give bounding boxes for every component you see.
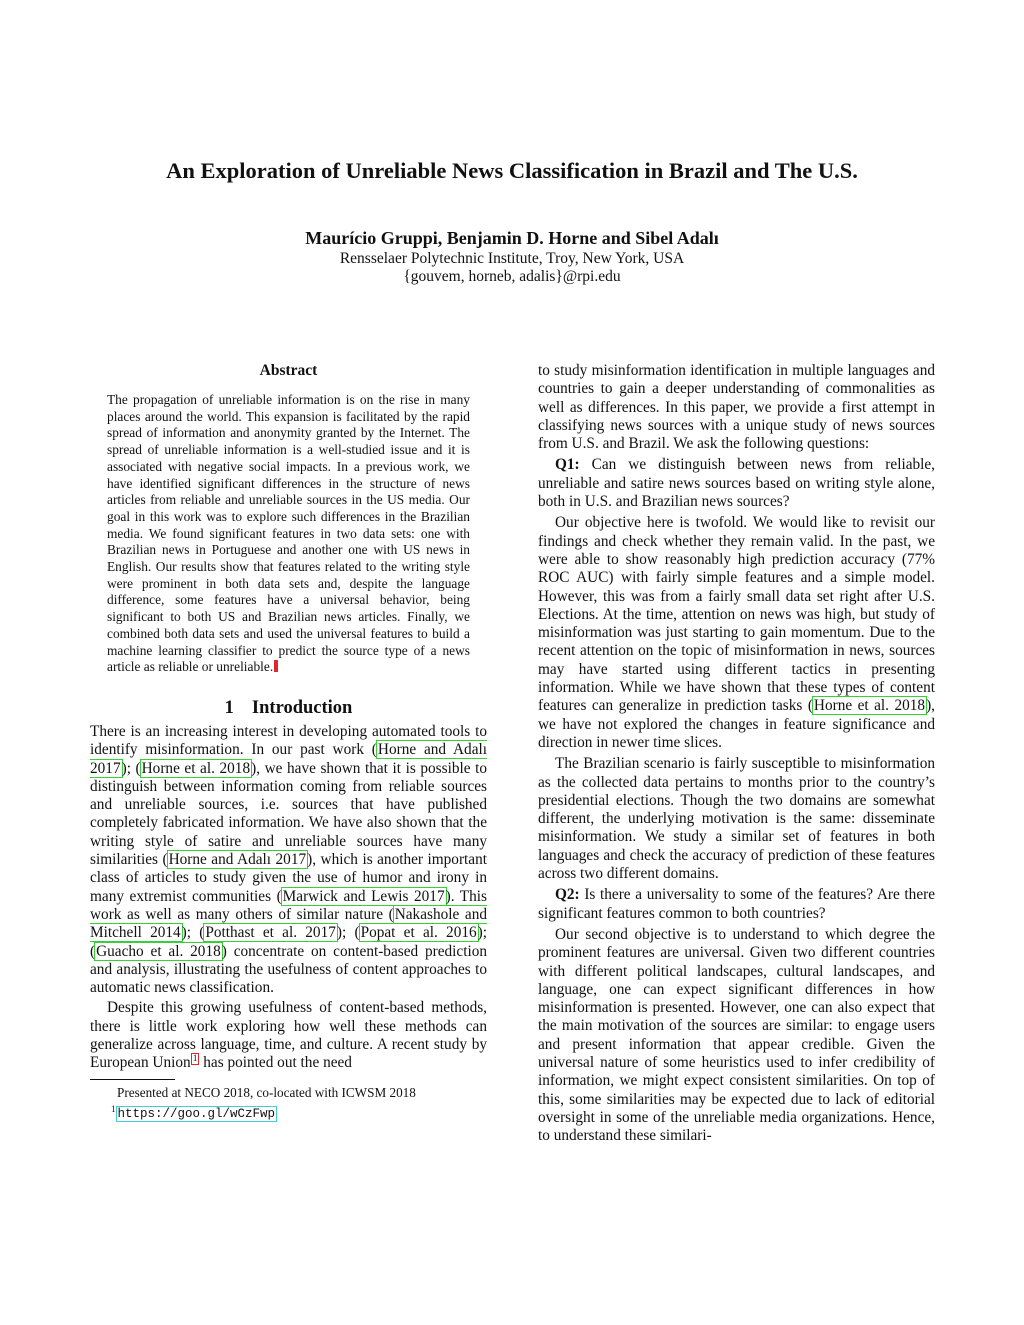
citation-link[interactable]: Horne and Adalı 2017 bbox=[90, 741, 487, 777]
intro-paragraph-2: Despite this growing usefulness of content-based methods, there is little work exploring how well these methods can generalize across language, time, and culture. A recent study by European Union $^1$ has pointed out the need bbox=[90, 999, 487, 1072]
citation-link[interactable]: Marwick and Lewis 2017 bbox=[282, 887, 445, 905]
citation-link[interactable]: Guacho et al. 2018 bbox=[96, 942, 221, 960]
citation-link[interactable]: Horne et al. 2018 bbox=[813, 697, 926, 715]
question-label: Q1: bbox=[555, 456, 580, 474]
paper-title: An Exploration of Unreliable News Classification in Brazil and The U.S. bbox=[166, 158, 858, 183]
citation-link[interactable]: Popat et al. 2016 bbox=[360, 924, 477, 942]
intro-paragraph-2-continued: to study misinformation identification in multiple languages and countries to gain a deeper understanding of commonalities as well as differences. In this paper, we provide a first attempt in classifying news sources with a unique study of news sources from U.S. and Brazil. We ask the following questions: bbox=[538, 362, 935, 453]
intro-paragraph-4: The Brazilian scenario is fairly susceptible to misinformation as the collected data pertains to months prior to the country’s presidential elections. Though the two domains are somewhat different, the underlying motivation is the same: disseminate misinformation. We study a similar set of features in both languages and check the accuracy of prediction of these features across two different domains. bbox=[538, 755, 935, 883]
footnote-number: 1 bbox=[111, 1103, 116, 1114]
citation-link[interactable]: Potthast et al. 2017 bbox=[205, 924, 336, 942]
left-column bbox=[90, 362, 487, 1122]
intro-paragraph-3: Our objective here is twofold. We would like to revisit our findings and check whether they remain valid. In the past, we were able to show reasonably high prediction accuracy (77% ROC AUC) with fairly simple features and a simple model. However, this was from a fairly small data set right after U.S. Elections. At the time, attention on news was high, but study of misinformation was just starting to gain momentum. Due to the recent attention on the topic of misinformation in news, sources may have started using different tactics in presenting information. While we have shown that these types of content features can generalize in prediction tasks (Horne et al. 2018), we have not explored the changes in feature significance and direction in newer time slices. bbox=[538, 514, 935, 751]
abstract-heading: Abstract bbox=[259, 362, 318, 379]
section-number: 1 bbox=[224, 697, 234, 718]
abstract-text bbox=[107, 392, 470, 676]
footnote-link[interactable]: 1 bbox=[192, 1054, 198, 1065]
author-emails: {gouvem, horneb, adalis}@rpi.edu bbox=[403, 268, 621, 285]
footnote-url-link[interactable]: https://goo.gl/wCzFwp bbox=[117, 1106, 276, 1121]
red-marker bbox=[274, 660, 278, 672]
author-list: Maurício Gruppi, Benjamin D. Horne and Sibel Adalı bbox=[305, 228, 719, 248]
citation-link[interactable]: Horne and Adalı 2017 bbox=[168, 851, 307, 869]
right-column bbox=[538, 362, 935, 1145]
footnote-1 bbox=[90, 1101, 487, 1122]
question-1: Q1: Can we distinguish between news from reliable, unreliable and satire news sources based on writing style alone, both in U.S. and Brazilian news sources? bbox=[538, 456, 935, 511]
intro-paragraph-1: There is an increasing interest in developing automated tools to identify misinformation. In our past work (Horne and Adalı 2017); (Horne et al. 2018), we have shown that it is possible to distinguish between information coming from reliable sources and unreliable sources, i.e. sources that have published completely fabricated information. We have also shown that the writing style of satire and unreliable sources have many similarities (Horne and Adalı 2017), which is another important class of articles to study given the use of humor and irony in many extremist communities (Marwick and Lewis 2017). This work as well as many others of similar nature (Nakashole and Mitchell 2014); (Potthast et al. 2017); (Popat et al. 2016); (Guacho et al. 2018) concentrate on content-based prediction and analysis, illustrating the usefulness of content approaches to automatic news classification. bbox=[90, 722, 488, 997]
question-2: Q2: Is there a universality to some of the features? Are there significant features common to both countries? bbox=[538, 886, 935, 922]
question-label: Q2: bbox=[555, 886, 580, 904]
abstract-body: The propagation of unreliable information is on the rise in many places around the world. This expansion is facilitated by the rapid spread of information and anonymity granted by the Internet. The spread of unreliable information is a well-studied issue and it is associated with negative social impacts. In a previous work, we have identified significant differences in the structure of news articles from reliable and unreliable sources in the US media. Our goal in this work was to explore such differences in the Brazilian media. We found significant features in two data sets: one with Brazilian news in Portuguese and another one with US news in English. Our results show that features related to the writing style were prominent in both data sets and, despite the language difference, some features have a universal behavior, being significant to both US and Brazilian news articles. Finally, we combined both data sets and used the universal features to build a machine learning classifier to predict the source type of a news article as reliable or unreliable. bbox=[107, 392, 470, 675]
footnote-venue: Presented at NECO 2018, co-located with ICWSM 2018 bbox=[117, 1084, 416, 1100]
section-heading-introduction bbox=[90, 698, 487, 719]
section-title-text: Introduction bbox=[251, 697, 353, 718]
intro-paragraph-5: Our second objective is to understand to which degree the prominent features are universal. Given two different countries with different political landscapes, cultural landscapes, and language, one can expect significant differences in how misinformation is presented. However, one can also expect that the main motivation of the sources are similar: to engage users and present information that appear credible. Given the universal nature of some heuristics used to infer credibility of information, we might expect consistent similarities. On top of this, some similarities may be expected due to lack of editorial oversight in some of the unreliable media organizations. Hence, to understand these similari- bbox=[538, 925, 935, 1145]
citation-link[interactable]: Horne et al. 2018 bbox=[141, 759, 251, 777]
footnote-divider bbox=[90, 1079, 175, 1080]
affiliation: Rensselaer Polytechnic Institute, Troy, New York, USA bbox=[339, 250, 685, 267]
citation-link[interactable]: Nakashole and Mitchell 2014 bbox=[90, 905, 487, 942]
